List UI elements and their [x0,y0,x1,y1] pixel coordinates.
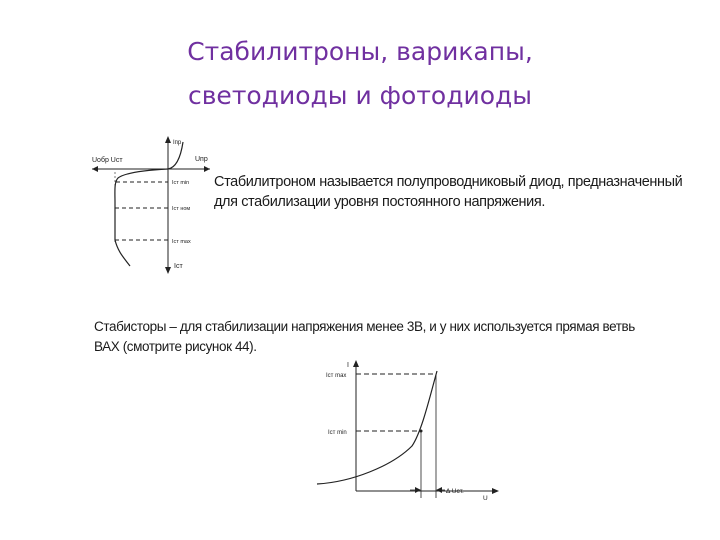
stab-arrow-right [492,488,499,494]
stab-point-min [420,430,423,433]
stab-label-i-max: Iст max [326,373,347,379]
zener-arrow-down [165,267,171,274]
title-line-1: Стабилитроны, варикапы, [187,37,533,66]
zener-forward-branch [168,142,183,169]
zener-arrow-up [165,136,171,143]
stab-iv-curve [317,371,437,484]
zener-arrow-left [92,166,98,172]
zener-reverse-branch [115,169,168,266]
stab-arrow-up [353,360,359,367]
stab-label-i: I [347,362,349,369]
stab-delta-arrow-right [436,487,442,493]
stabistor-definition [94,317,635,357]
stabistor-text-line-1: Стабисторы – для стабилизации напряжения менее 3В, и у них используется прямая ветвь [94,319,635,334]
zener-label-i-forward: Iпр [173,140,182,146]
zener-label-i-st: Iст [174,263,183,270]
stab-label-delta-u: Δ Uст. [446,488,464,495]
stab-label-u: U [483,495,488,500]
zener-label-u-rev: Uобр Uст [92,157,123,164]
stab-label-i-min: Iст min [328,430,347,436]
zener-text-line-1: Стабилитроном называется полупроводниковый диод, предназначенный [214,174,683,190]
slide-title [0,30,720,118]
zener-label-i-nom: Iст ном [172,206,191,212]
zener-text-line-2: для стабилизации уровня постоянного напряжения. [214,194,545,210]
zener-definition [214,172,682,212]
zener-label-u-forward: Uпр [195,156,208,163]
stab-delta-arrow-left [415,487,421,493]
title-line-2: светодиоды и фотодиоды [187,81,533,110]
zener-iv-graph [88,132,218,282]
zener-arrow-right [204,166,210,172]
stabistor-iv-graph [312,356,502,500]
zener-label-i-min: Iст min [172,180,190,186]
stabistor-text-line-2: ВАХ (смотрите рисунок 44). [94,339,257,354]
zener-label-i-max: Iст max [172,239,191,245]
